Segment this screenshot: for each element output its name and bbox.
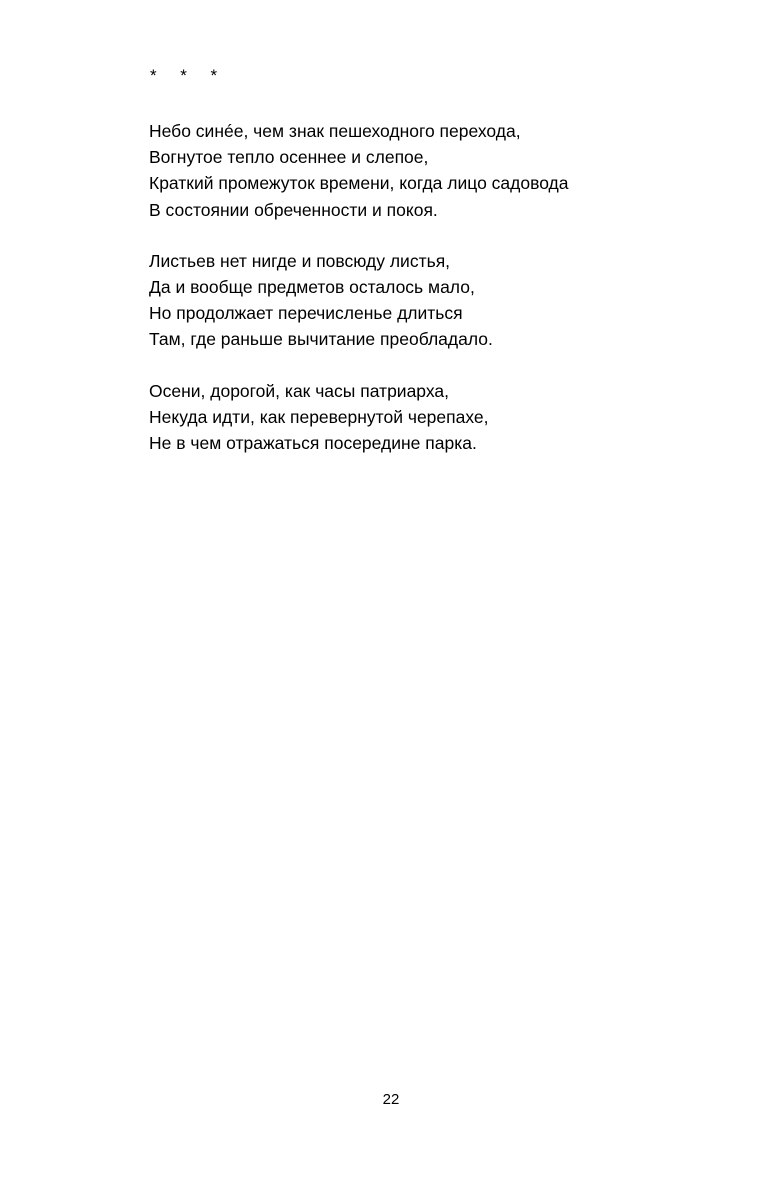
poem-line: Да и вообще предметов осталось мало, bbox=[149, 277, 475, 298]
poem-line: Но продолжает перечисленье длиться bbox=[149, 303, 463, 324]
stanza-1 bbox=[149, 118, 729, 223]
poem-line: Осени, дорогой, как часы патриарха, bbox=[149, 380, 449, 401]
poem-line: Листьев нет нигде и повсюду листья, bbox=[149, 250, 451, 271]
page-number: 22 bbox=[382, 1091, 400, 1108]
stanza-2 bbox=[149, 248, 729, 353]
poem-line: Там, где раньше вычитание преобладало. bbox=[149, 329, 493, 350]
poem-line: Не в чем отражаться посередине парка. bbox=[149, 433, 477, 454]
stanza-3 bbox=[149, 378, 729, 457]
poem-line: Вогнутое тепло осеннее и слепое, bbox=[149, 147, 429, 168]
poem-body bbox=[149, 118, 729, 481]
poem-line: В состоянии обреченности и покоя. bbox=[149, 199, 438, 220]
poem-line: Небо синée, чем знак пешеходного перехода, bbox=[149, 121, 521, 141]
section-divider-stars: * * * bbox=[150, 66, 218, 85]
poem-line: Некуда идти, как перевернутой черепахе, bbox=[149, 406, 489, 427]
poem-line: Краткий промежуток времени, когда лицо садовода bbox=[149, 173, 569, 194]
